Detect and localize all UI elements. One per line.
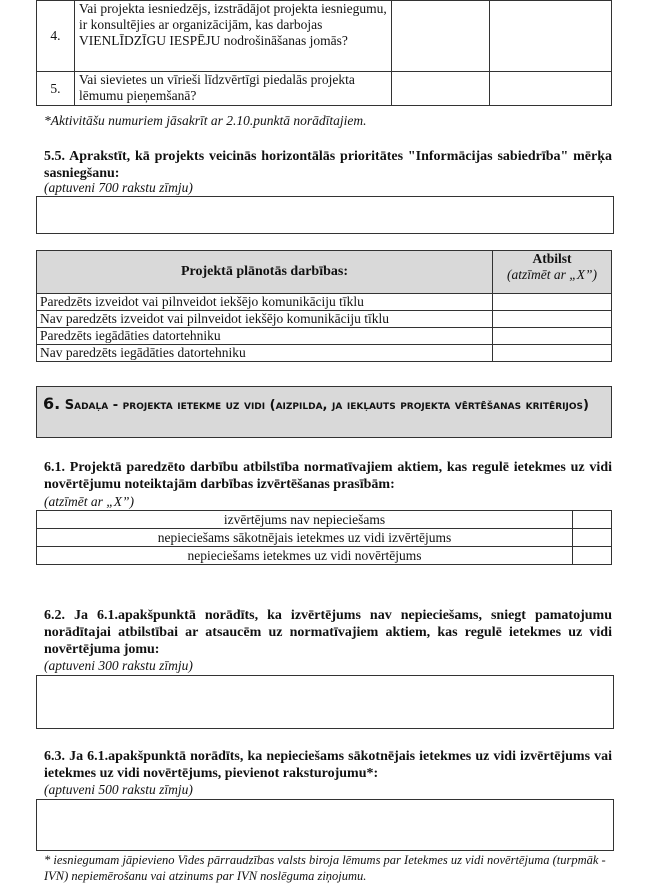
assessment-table <box>36 510 612 565</box>
criteria-table <box>36 0 612 106</box>
page-footnote: * iesniegumam jāpievieno Vides pārraudzības valsts biroja lēmums par Ietekmes uz vidi novērtējuma (turpmāk - IVN) nepiemērošanu vai atzinums par IVN noslēguma ziņojumu. <box>44 853 606 883</box>
table-footnote: *Aktivitāšu numuriem jāsakrīt ar 2.10.punktā norādītajiem. <box>44 113 367 128</box>
row-question: Vai projekta iesniedzējs, izstrādājot projekta iesniegumu, ir konsultējies ar organizācijām, kas darbojas VIENLĪDZĪGU IESPĒJU nodrošināšanas jomās? <box>74 1 391 72</box>
activity-label: Paredzēts izveidot vai pilnveidot iekšējo komunikāciju tīklu <box>37 294 493 311</box>
section-6-heading <box>36 386 612 438</box>
section-title: Sadaļa - projekta ietekme uz vidi (aizpilda, ja iekļauts projekta vērtēšanas kritērijos) <box>64 398 589 413</box>
table-row <box>37 294 612 311</box>
comment-cell[interactable] <box>489 72 611 106</box>
q62-title: 6.2. Ja 6.1.apakšpunktā norādīts, ka izvērtējums nav nepieciešams, sniegt pamatojumu norādītajai atbilstībai ar atsaucēm uz normatīvajiem aktiem, kas regulē ietekmes uz vidi novērtējuma jomu: <box>44 608 612 657</box>
q62-hint: (aptuveni 300 rakstu zīmju) <box>44 658 193 673</box>
assessment-option: nepieciešams ietekmes uz vidi novērtējums <box>37 547 573 565</box>
assessment-check-cell[interactable] <box>573 529 612 547</box>
table-row <box>37 328 612 345</box>
table-row <box>37 1 612 72</box>
match-column-title: Atbilst <box>532 251 572 266</box>
answer-cell[interactable] <box>392 72 490 106</box>
q61-hint: (atzīmēt ar „X”) <box>44 494 135 509</box>
table-row <box>37 511 612 529</box>
q63-answer-box[interactable] <box>36 799 614 851</box>
activity-check-cell[interactable] <box>493 311 612 328</box>
row-number: 5. <box>37 72 75 106</box>
answer-cell[interactable] <box>392 1 490 72</box>
q63-title: 6.3. Ja 6.1.apakšpunktā norādīts, ka nepieciešams sākotnējais ietekmes uz vidi izvērtējums vai ietekmes uz vidi novērtējums, pievienot raksturojumu*: <box>44 749 612 781</box>
q55-title: 5.5. Aprakstīt, kā projekts veicinās horizontālās prioritātes "Informācijas sabiedrība" mērķa sasniegšanu: <box>44 149 612 181</box>
activity-check-cell[interactable] <box>493 294 612 311</box>
comment-cell[interactable] <box>489 1 611 72</box>
table-row <box>37 529 612 547</box>
activity-label: Nav paredzēts iegādāties datortehniku <box>37 345 493 362</box>
activity-label: Paredzēts iegādāties datortehniku <box>37 328 493 345</box>
activity-label: Nav paredzēts izveidot vai pilnveidot iekšējo komunikāciju tīklu <box>37 311 493 328</box>
q62-answer-box[interactable] <box>36 675 614 729</box>
activity-check-cell[interactable] <box>493 345 612 362</box>
activities-table <box>36 250 612 362</box>
match-column-header <box>493 251 612 294</box>
assessment-option: izvērtējums nav nepieciešams <box>37 511 573 529</box>
q61-title: 6.1. Projektā paredzēto darbību atbilstība normatīvajiem aktiem, kas regulē ietekmes uz vidi novērtējumu noteiktajām darbības izvērtēšanas prasībām: <box>44 460 612 492</box>
match-column-hint: (atzīmēt ar „X”) <box>506 267 597 282</box>
row-number: 4. <box>37 1 75 72</box>
assessment-check-cell[interactable] <box>573 511 612 529</box>
table-row <box>37 72 612 106</box>
table-row <box>37 311 612 328</box>
row-question: Vai sievietes un vīrieši līdzvērtīgi piedalās projekta lēmumu pieņemšanā? <box>74 72 391 106</box>
section-number: 6. <box>43 394 61 413</box>
q55-answer-box[interactable] <box>36 196 614 234</box>
q63-hint: (aptuveni 500 rakstu zīmju) <box>44 782 193 797</box>
table-row <box>37 547 612 565</box>
activities-header: Projektā plānotās darbības: <box>37 251 493 294</box>
q55-hint: (aptuveni 700 rakstu zīmju) <box>44 180 193 195</box>
assessment-option: nepieciešams sākotnējais ietekmes uz vidi izvērtējums <box>37 529 573 547</box>
table-row <box>37 345 612 362</box>
activity-check-cell[interactable] <box>493 328 612 345</box>
assessment-check-cell[interactable] <box>573 547 612 565</box>
